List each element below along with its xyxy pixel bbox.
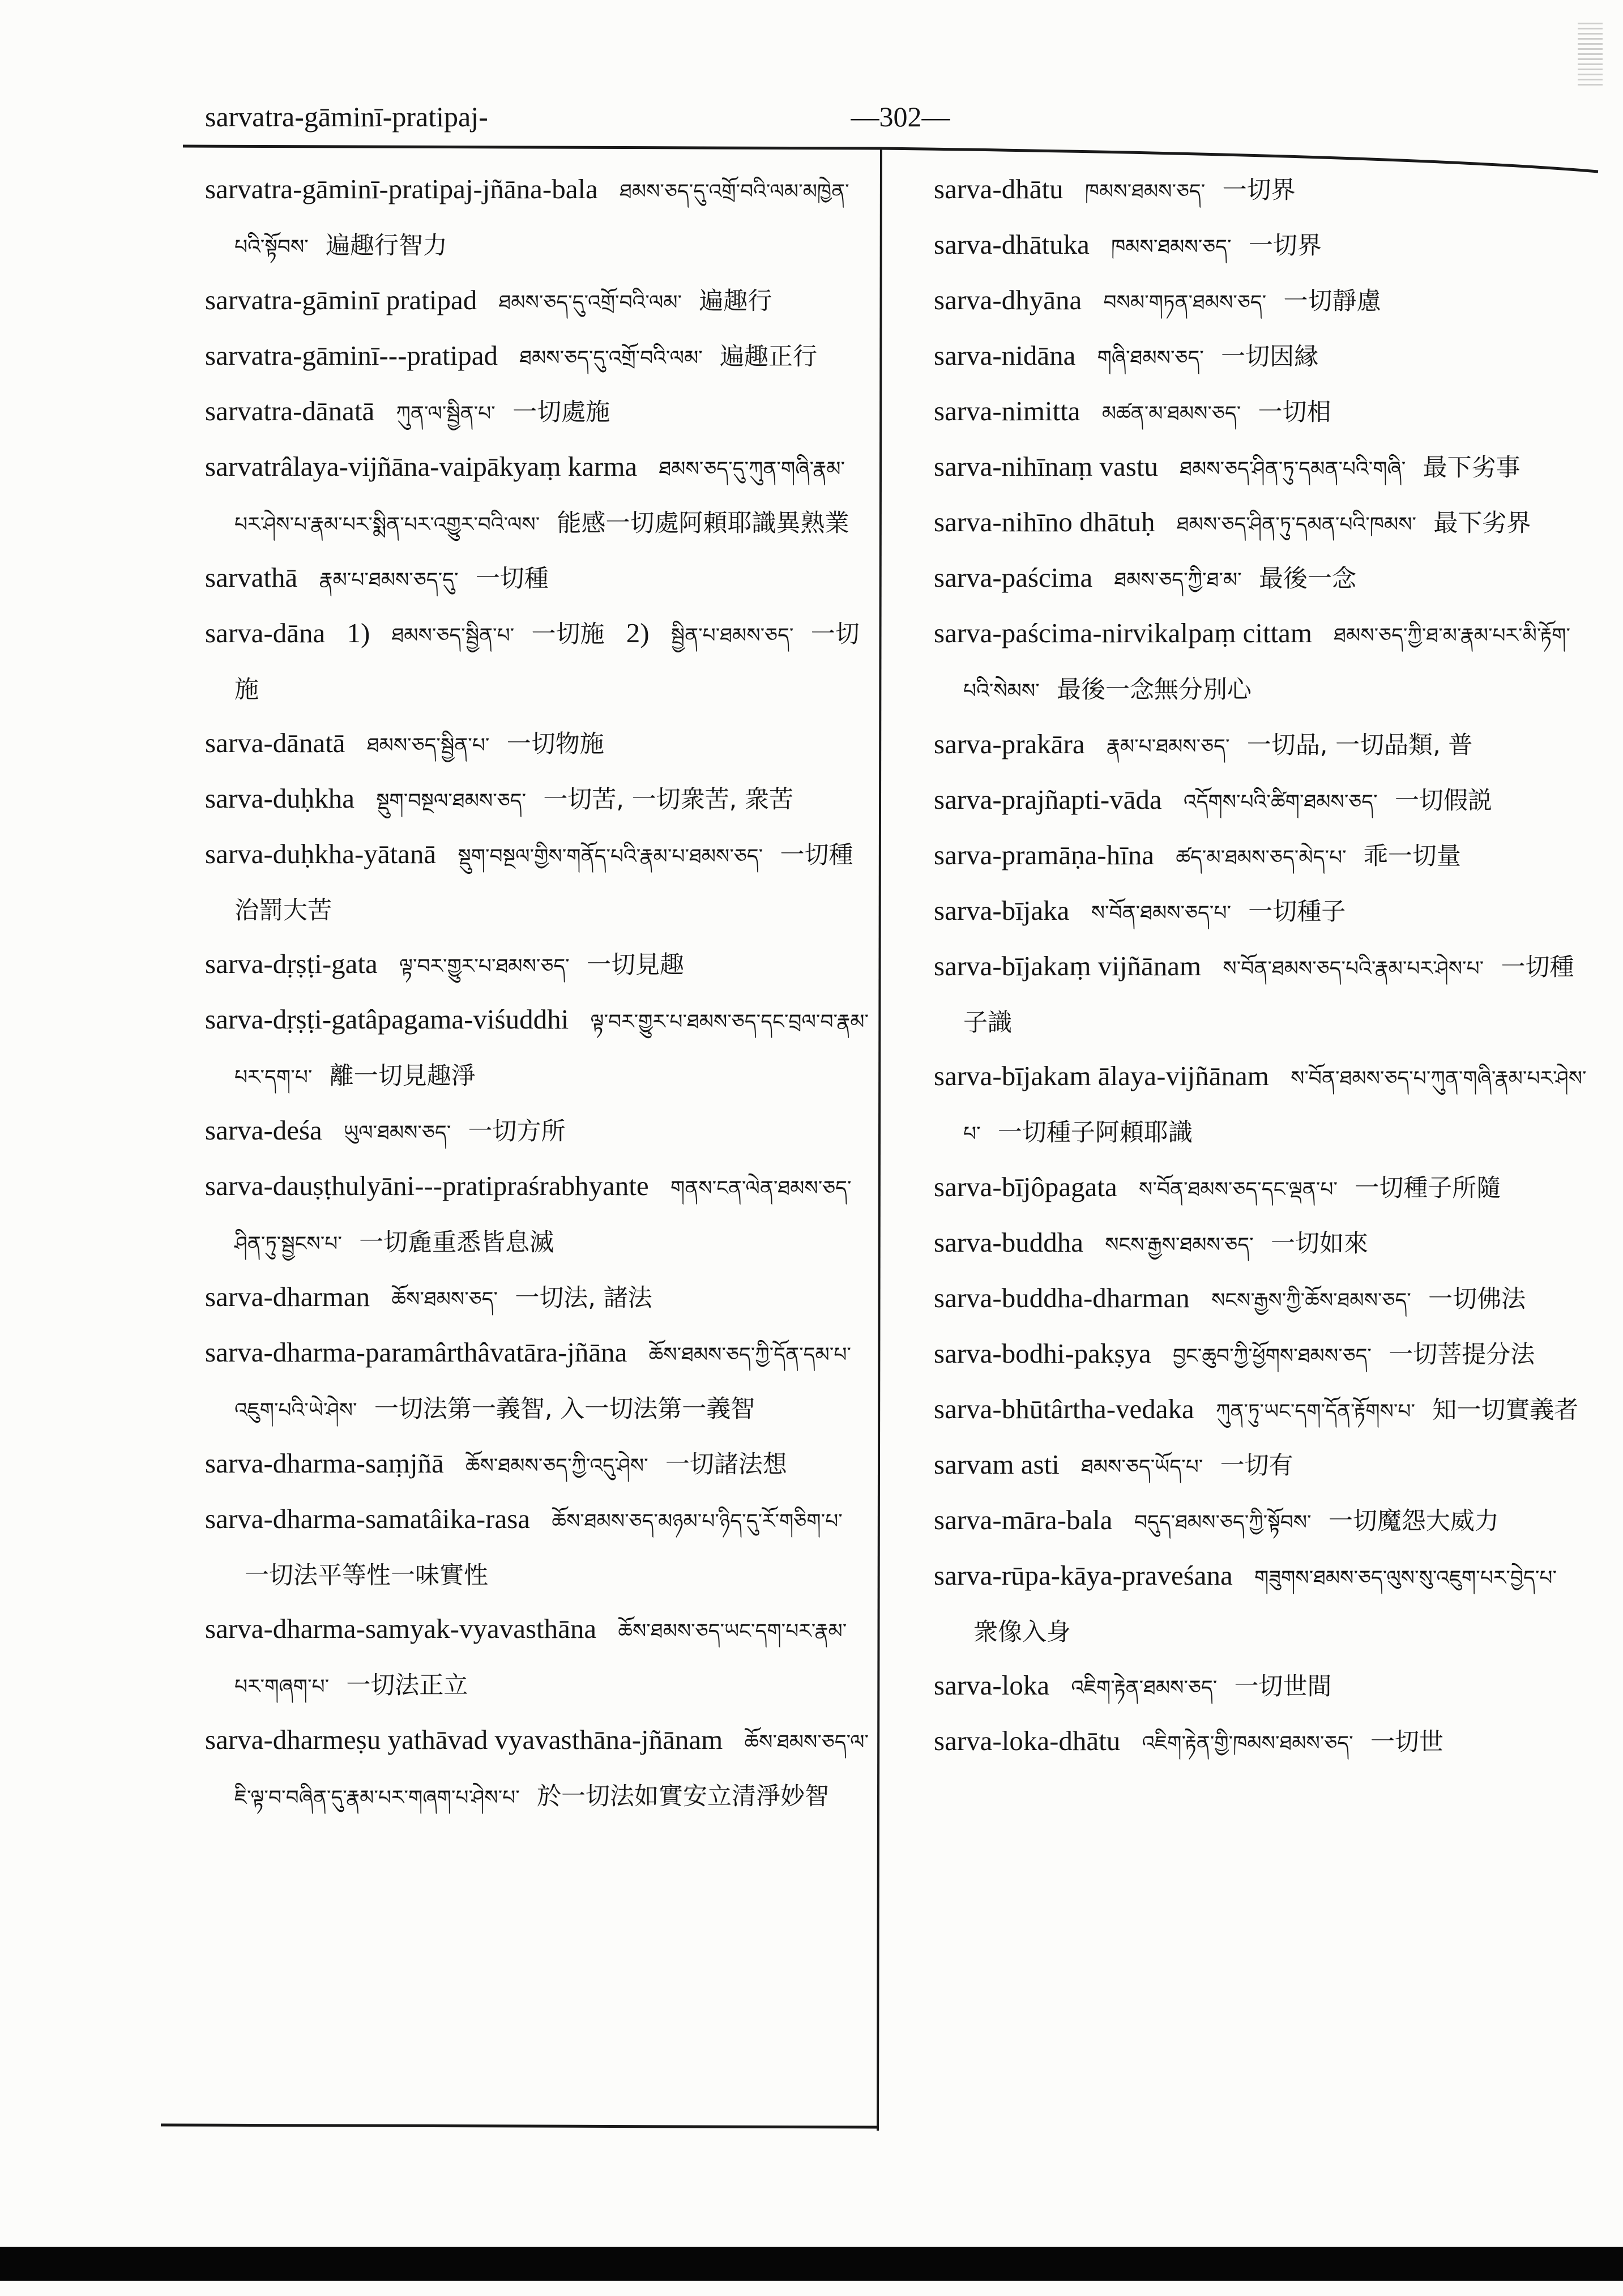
chinese-equivalent: 一切菩提分法 <box>1389 1341 1535 1369</box>
tibetan-equivalent: ཀུན་ཏུ་ཡང་དག་དོན་རྟོགས་པ་ <box>1216 1400 1416 1423</box>
headword: sarva-dharman <box>205 1281 370 1312</box>
headword: sarva-dharma-samyak-vyavasthāna <box>205 1613 597 1644</box>
headword: sarva-pramāṇa-hīna <box>934 839 1155 870</box>
tibetan-equivalent: ཐམས་ཅད་ཡོད་པ་ <box>1081 1456 1203 1479</box>
tibetan-equivalent: ཐམས་ཅད་སྦྱིན་པ་ <box>366 734 490 757</box>
dictionary-entry <box>205 716 872 772</box>
headword: sarvatra-gāminī-pratipaj-jñāna-bala <box>205 173 598 204</box>
tibetan-equivalent: རྣམ་པ་ཐམས་ཅད་ <box>1106 735 1230 758</box>
chinese-equivalent: 最後一念 <box>1258 565 1356 593</box>
chinese-equivalent: 一切物施 <box>506 730 604 758</box>
headword: sarva-dhātu <box>934 173 1064 204</box>
chinese-equivalent: 一切種子阿頼耶識 <box>997 1119 1193 1147</box>
headword: sarva-deśa <box>205 1115 322 1146</box>
tibetan-equivalent: ཆོས་ཐམས་ཅད་ <box>391 1288 498 1311</box>
dictionary-entry <box>205 1713 872 1824</box>
tibetan-equivalent: ལྟ་བར་གྱུར་པ་ཐམས་ཅད་དང་བྲལ་བ་རྣམ་པར་དག་པ་ <box>234 1010 869 1089</box>
headword: sarva-bījakaṃ vijñānam <box>934 950 1202 981</box>
chinese-equivalent: 一切魔怨大威力 <box>1328 1507 1499 1535</box>
headword: sarva-bījaka <box>934 895 1070 926</box>
tibetan-equivalent: ཐམས་ཅད་ཤིན་ཏུ་དམན་པའི་གཞི་ <box>1180 458 1406 481</box>
chinese-equivalent: 一切苦, 一切衆苦, 衆苦 <box>543 786 793 814</box>
tibetan-equivalent: འཇིག་རྟེན་གྱི་ཁམས་ཐམས་ཅད་ <box>1142 1732 1353 1755</box>
headword: sarva-dharma-samatâika-rasa <box>205 1503 531 1534</box>
dictionary-entry <box>205 385 872 440</box>
chinese-equivalent: 一切法, 諸法 <box>515 1284 652 1312</box>
chinese-equivalent: 一切靜慮 <box>1283 287 1381 315</box>
tibetan-equivalent: ས་བོན་ཐམས་ཅད་པ་ཀུན་གཞི་རྣམ་པར་ཤེས་པ་ <box>963 1067 1587 1146</box>
dictionary-entry <box>934 1216 1591 1271</box>
tibetan-equivalent: ཀུན་ལ་སྦྱིན་པ་ <box>396 402 496 425</box>
dictionary-entry <box>205 937 872 993</box>
headword: sarva-paścima-nirvikalpaṃ cittam <box>934 617 1313 648</box>
dictionary-entry <box>934 884 1591 940</box>
headword: sarvathā <box>205 562 298 593</box>
left-column <box>205 163 872 2114</box>
tibetan-equivalent: ཡུལ་ཐམས་ཅད་ <box>344 1121 451 1145</box>
dictionary-entry <box>934 607 1591 718</box>
tibetan-equivalent: ཐམས་ཅད་དུ་འགྲོ་བའི་ལམ་མཁྱེན་པའི་སྟོབས་ <box>234 180 849 259</box>
tibetan-equivalent: སངས་རྒྱས་ཀྱི་ཆོས་ཐམས་ཅད་ <box>1211 1289 1411 1312</box>
headword: sarva-māra-bala <box>934 1504 1113 1535</box>
sense-number: 2) <box>626 617 650 648</box>
chinese-equivalent: 一切種 <box>475 565 549 593</box>
dictionary-entry <box>205 1492 872 1602</box>
dictionary-entry <box>205 607 872 716</box>
scan-edge-band <box>0 2247 1623 2281</box>
chinese-equivalent: 一切因縁 <box>1221 343 1319 371</box>
headword: sarva-buddha <box>934 1227 1083 1258</box>
headword: sarva-prakāra <box>934 728 1085 759</box>
headword: sarva-dhyāna <box>934 284 1082 315</box>
chinese-equivalent: 遍趣行 <box>699 287 772 315</box>
tibetan-equivalent: ཆོས་ཐམས་ཅད་ལ་ཇི་ལྟ་བ་བཞིན་དུ་རྣམ་པར་གཞག་པ་ཤེས་པ་ <box>234 1731 869 1810</box>
dictionary-entry <box>934 496 1591 551</box>
dictionary-entry <box>205 274 872 329</box>
chinese-equivalent: 一切相 <box>1258 398 1331 426</box>
headword: sarva-dānatā <box>205 727 345 758</box>
headword: sarvatrâlaya-vijñāna-vaipākyaṃ karma <box>205 451 638 482</box>
tibetan-equivalent: ཐམས་ཅད་ཀྱི་ཐ་མ་ <box>1114 569 1242 592</box>
page-number: —302— <box>851 101 950 133</box>
chinese-equivalent: 一切世間 <box>1234 1672 1332 1701</box>
headword: sarva-dharma-saṃjñā <box>205 1448 444 1479</box>
dictionary-entry <box>934 1160 1591 1216</box>
dictionary-entry <box>205 1437 872 1492</box>
chinese-equivalent: 一切種子識 <box>963 953 1574 1037</box>
headword: sarvatra-gāminī pratipad <box>205 284 477 315</box>
dictionary-entry <box>205 1326 872 1437</box>
headword: sarvatra-gāminī---pratipad <box>205 340 498 371</box>
tibetan-equivalent: རྣམ་པ་ཐམས་ཅད་དུ་ <box>319 569 459 592</box>
headword: sarva-duḥkha-yātanā <box>205 838 437 869</box>
chinese-equivalent: 最後一念無分別心 <box>1057 676 1252 704</box>
tibetan-equivalent: བདུད་ཐམས་ཅད་ཀྱི་སྟོབས་ <box>1134 1511 1312 1534</box>
headword: sarva-dauṣṭhulyāni---pratipraśrabhyante <box>205 1170 649 1201</box>
tibetan-equivalent: སངས་རྒྱས་ཐམས་ཅད་ <box>1105 1234 1254 1257</box>
chinese-equivalent: 一切種子所隨 <box>1355 1174 1501 1202</box>
dictionary-entry <box>934 940 1591 1049</box>
dictionary-entry <box>934 718 1591 773</box>
tibetan-equivalent: ཆོས་ཐམས་ཅད་མཉམ་པ་ཉིད་དུ་རོ་གཅིག་པ་ <box>552 1510 843 1533</box>
headword: sarva-dharmeṣu yathāvad vyavasthāna-jñānam <box>205 1724 723 1755</box>
tibetan-equivalent: ཐམས་ཅད་དུ་ཀུན་གཞི་རྣམ་པར་ཤེས་པ་རྣམ་པར་སྨིན་པར་འགྱུར་བའི་ལས་ <box>234 458 845 536</box>
chinese-equivalent: 一切世 <box>1370 1728 1443 1756</box>
headword: sarva-bījakam ālaya-vijñānam <box>934 1060 1269 1091</box>
headword: sarva-dhātuka <box>934 229 1090 260</box>
chinese-equivalent: 於一切法如實安立清淨妙智 <box>537 1782 830 1811</box>
chinese-equivalent: 遍趣行智力 <box>326 232 448 260</box>
tibetan-equivalent: གནས་ངན་ལེན་ཐམས་ཅད་ཤིན་ཏུ་སྦྱངས་པ་ <box>234 1177 852 1256</box>
chinese-equivalent: 一切諸法想 <box>665 1450 787 1479</box>
headword: sarvam asti <box>934 1449 1060 1480</box>
headword: sarva-rūpa-kāya-praveśana <box>934 1560 1233 1591</box>
chinese-equivalent: 一切如來 <box>1270 1230 1368 1258</box>
headword: sarva-dṛṣṭi-gatâpagama-viśuddhi <box>205 1004 569 1035</box>
headword: sarva-duḥkha <box>205 783 355 814</box>
tibetan-equivalent: སྡུག་བསྔལ་ཐམས་ཅད་ <box>376 789 527 813</box>
scan-noise <box>1578 23 1603 88</box>
dictionary-entry <box>934 773 1591 829</box>
chinese-equivalent: 一切見趣 <box>587 951 684 979</box>
tibetan-equivalent: སྡུག་བསྔལ་གྱིས་གནོད་པའི་རྣམ་པ་ཐམས་ཅད་ <box>458 845 763 868</box>
headword: sarva-nihīno dhātuḥ <box>934 506 1155 537</box>
chinese-equivalent: 一切法平等性一味實性 <box>245 1561 488 1590</box>
headword: sarva-paścima <box>934 562 1093 593</box>
column-divider <box>878 148 881 2131</box>
tibetan-equivalent: ཐམས་ཅད་དུ་འགྲོ་བའི་ལམ་ <box>519 347 703 370</box>
headword: sarva-buddha-dharman <box>934 1282 1190 1313</box>
tibetan-equivalent: འདོགས་པའི་ཚིག་ཐམས་ཅད་ <box>1183 791 1378 814</box>
dictionary-entry <box>205 329 872 385</box>
chinese-equivalent: 一切種治罰大苦 <box>234 841 853 925</box>
chinese-equivalent: 一切法第一義智, 入一切法第一義智 <box>374 1395 755 1423</box>
headword: sarva-bodhi-pakṣya <box>934 1338 1151 1369</box>
dictionary-entry <box>934 440 1591 496</box>
chinese-equivalent: 一切方所 <box>468 1117 566 1146</box>
running-head: sarvatra-gāminī-pratipaj- <box>205 101 488 133</box>
chinese-equivalent: 一切佛法 <box>1428 1285 1526 1313</box>
dictionary-entry <box>934 1714 1591 1770</box>
chinese-equivalent: 離一切見趣淨 <box>329 1062 476 1090</box>
dictionary-entry <box>205 772 872 827</box>
dictionary-entry <box>205 1104 872 1159</box>
dictionary-entry <box>205 993 872 1104</box>
tibetan-equivalent: ས་བོན་ཐམས་ཅད་པའི་རྣམ་པར་ཤེས་པ་ <box>1223 957 1484 980</box>
dictionary-entry <box>934 1271 1591 1327</box>
chinese-equivalent: 一切處施 <box>512 398 610 426</box>
headword: sarva-dāna <box>205 617 326 648</box>
chinese-equivalent: 一切品, 一切品類, 普 <box>1246 731 1473 759</box>
right-column <box>934 163 1591 2114</box>
bottom-rule <box>161 2125 879 2127</box>
tibetan-equivalent: གཟུགས་ཐམས་ཅད་ལུས་སུ་འཇུག་པར་བྱེད་པ་ <box>1254 1567 1557 1590</box>
chinese-equivalent: 一切種子 <box>1248 898 1346 926</box>
chinese-equivalent: 一切假説 <box>1394 787 1492 815</box>
chinese-equivalent: 乖一切量 <box>1363 842 1461 870</box>
headword: sarva-nihīnaṃ vastu <box>934 451 1158 482</box>
headword: sarva-bhūtârtha-vedaka <box>934 1393 1194 1424</box>
headword: sarva-dharma-paramârthâvatāra-jñāna <box>205 1337 627 1368</box>
dictionary-entry <box>205 551 872 607</box>
tibetan-equivalent: ས་བོན་ཐམས་ཅད་དང་ལྡན་པ་ <box>1139 1178 1338 1201</box>
tibetan-equivalent: ཐམས་ཅད་ཀྱི་ཐ་མ་རྣམ་པར་མི་རྟོག་པའི་སེམས་ <box>963 624 1571 703</box>
dictionary-entry <box>205 1159 872 1270</box>
tibetan-equivalent: ཁམས་ཐམས་ཅད་ <box>1111 236 1232 259</box>
chinese-equivalent: 一切施 <box>234 620 860 704</box>
tibetan-equivalent: ལྟ་བར་གྱུར་པ་ཐམས་ཅད་ <box>399 955 570 978</box>
tibetan-equivalent: གཞི་ཐམས་ཅད་ <box>1097 347 1204 370</box>
dictionary-entry <box>934 385 1591 440</box>
chinese-equivalent: 一切麁重悉皆息滅 <box>359 1228 554 1257</box>
tibetan-equivalent: ཐམས་ཅད་དུ་འགྲོ་བའི་ལམ་ <box>498 291 682 314</box>
tibetan-equivalent: སྦྱིན་པ་ཐམས་ཅད་ <box>670 624 794 647</box>
chinese-equivalent: 一切界 <box>1248 232 1322 260</box>
headword: sarva-nimitta <box>934 395 1080 426</box>
dictionary-entry <box>934 163 1591 218</box>
headword: sarva-prajñapti-vāda <box>934 784 1162 815</box>
dictionary-entry <box>205 1270 872 1326</box>
sense-number: 1) <box>347 617 370 648</box>
dictionary-entry <box>934 1049 1591 1160</box>
dictionary-entry <box>205 1602 872 1713</box>
tibetan-equivalent: ཐམས་ཅད་ཤིན་ཏུ་དམན་པའི་ཁམས་ <box>1176 513 1417 536</box>
chinese-equivalent: 一切施 <box>531 620 605 648</box>
tibetan-equivalent: ཐམས་ཅད་སྦྱིན་པ་ <box>391 624 515 647</box>
dictionary-entry <box>934 1327 1591 1382</box>
chinese-equivalent: 最下劣界 <box>1433 509 1531 537</box>
tibetan-equivalent: འཇིག་རྟེན་ཐམས་ཅད་ <box>1071 1676 1218 1700</box>
dictionary-entry <box>934 1382 1591 1438</box>
tibetan-equivalent: བསམ་གཏན་ཐམས་ཅད་ <box>1103 291 1267 314</box>
headword: sarva-bījôpagata <box>934 1171 1117 1202</box>
headword: sarvatra-dānatā <box>205 395 375 426</box>
tibetan-equivalent: ཆོས་ཐམས་ཅད་ཀྱི་དོན་དམ་པ་འཇུག་པའི་ཡེ་ཤེས་ <box>234 1343 851 1422</box>
dictionary-entry <box>934 1549 1591 1659</box>
chinese-equivalent: 衆像入身 <box>973 1618 1071 1646</box>
dictionary-entry <box>934 829 1591 884</box>
tibetan-equivalent: མཚན་མ་ཐམས་ཅད་ <box>1101 402 1241 425</box>
headword: sarva-nidāna <box>934 340 1076 371</box>
dictionary-entry <box>934 1659 1591 1714</box>
dictionary-entry <box>934 1493 1591 1549</box>
dictionary-entry <box>934 218 1591 274</box>
chinese-equivalent: 遍趣正行 <box>720 343 818 371</box>
headword: sarva-loka-dhātu <box>934 1725 1121 1756</box>
headword: sarva-loka <box>934 1670 1050 1701</box>
tibetan-equivalent: ས་བོན་ཐམས་ཅད་པ་ <box>1091 902 1232 925</box>
dictionary-entry <box>205 163 872 274</box>
chinese-equivalent: 最下劣事 <box>1423 454 1521 482</box>
dictionary-entry <box>934 1438 1591 1493</box>
tibetan-equivalent: ཚད་མ་ཐམས་ཅད་མེད་པ་ <box>1176 846 1347 869</box>
dictionary-entry <box>934 274 1591 329</box>
chinese-equivalent: 一切界 <box>1222 176 1296 204</box>
tibetan-equivalent: ཆོས་ཐམས་ཅད་ཡང་དག་པར་རྣམ་པར་གཞག་པ་ <box>234 1620 847 1698</box>
chinese-equivalent: 能感一切處阿頼耶識異熟業 <box>557 509 849 537</box>
dictionary-entry <box>934 551 1591 607</box>
dictionary-entry <box>205 440 872 551</box>
dictionary-entry <box>205 827 872 937</box>
headword: sarva-dṛṣṭi-gata <box>205 948 378 979</box>
tibetan-equivalent: ཆོས་ཐམས་ཅད་ཀྱི་འདུ་ཤེས་ <box>465 1454 648 1478</box>
chinese-equivalent: 知一切實義者 <box>1432 1396 1579 1424</box>
tibetan-equivalent: བྱང་ཆུབ་ཀྱི་ཕྱོགས་ཐམས་ཅད་ <box>1172 1345 1372 1368</box>
dictionary-entry <box>934 329 1591 385</box>
tibetan-equivalent: ཁམས་ཐམས་ཅད་ <box>1084 180 1206 203</box>
chinese-equivalent: 一切有 <box>1220 1452 1293 1480</box>
chinese-equivalent: 一切法正立 <box>346 1671 468 1700</box>
